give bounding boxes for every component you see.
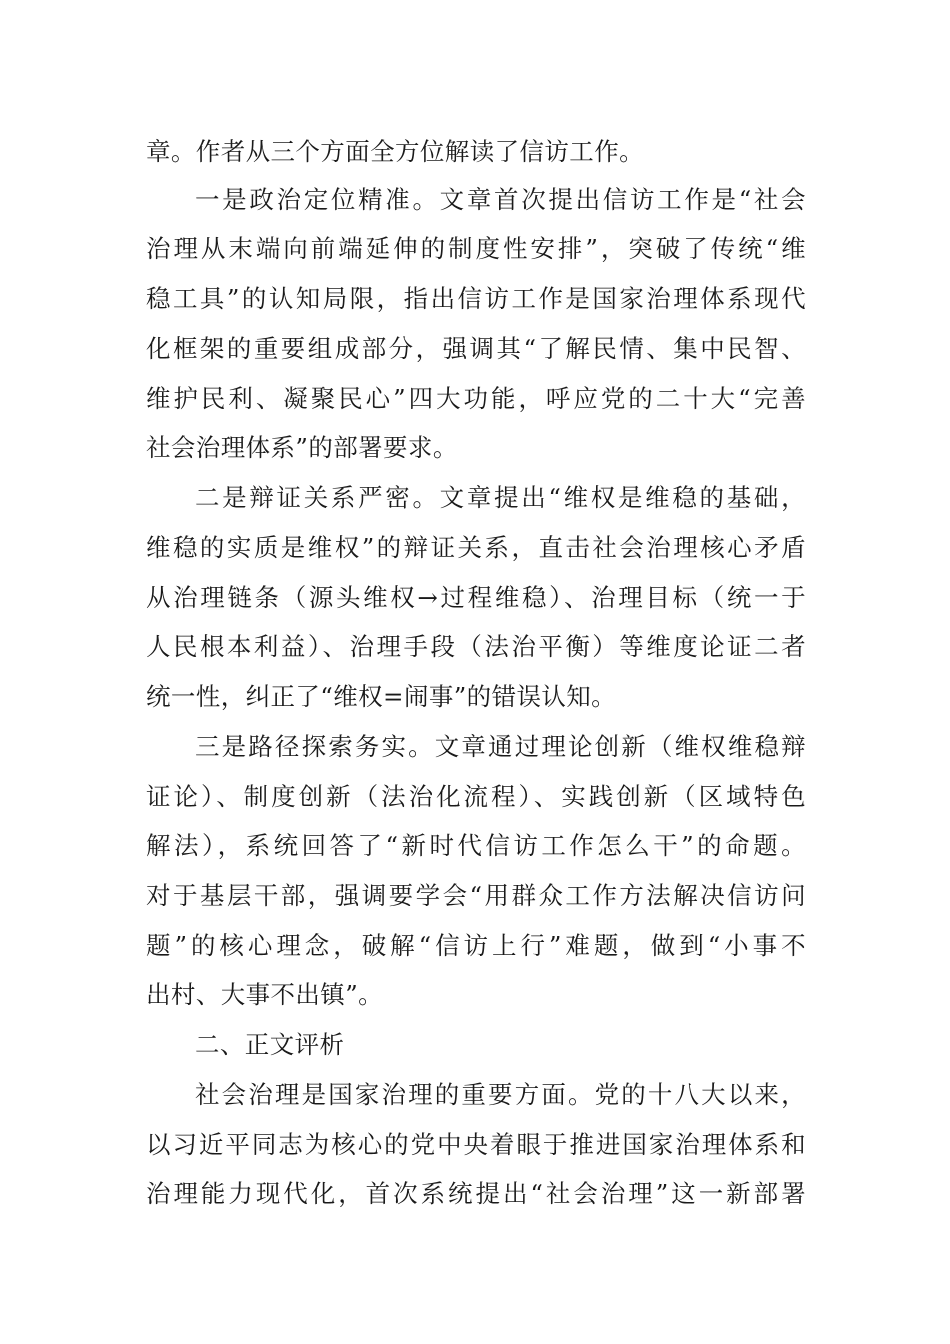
body-text-line: 出村、大事不出镇”。 — [146, 980, 384, 1009]
section-heading: 二、正文评析 — [195, 1030, 345, 1059]
body-text-line: 章。作者从三个方面全方位解读了信访工作。 — [146, 137, 644, 166]
body-text-line: 维护民利、凝聚民心”四大功能，呼应党的二十大“完善 — [146, 384, 806, 413]
body-text-line: 对于基层干部，强调要学会“用群众工作方法解决信访问 — [146, 881, 806, 910]
paragraph-first-line: 社会治理是国家治理的重要方面。党的十八大以来， — [195, 1080, 806, 1109]
body-text-line: 治理从末端向前端延伸的制度性安排”，突破了传统“维 — [146, 234, 806, 263]
body-text-line: 以习近平同志为核心的党中央着眼于推进国家治理体系和 — [146, 1130, 806, 1159]
body-text-line: 维稳的实质是维权”的辩证关系，直击社会治理核心矛盾 — [146, 533, 806, 562]
body-text-line: 化框架的重要组成部分，强调其“了解民情、集中民智、 — [146, 334, 806, 363]
paragraph-first-line: 三是路径探索务实。文章通过理论创新（维权维稳辩 — [195, 732, 806, 761]
body-text-line: 从治理链条（源头维权→过程维稳）、治理目标（统一于 — [146, 583, 806, 612]
body-text-line: 人民根本利益）、治理手段（法治平衡）等维度论证二者 — [146, 632, 806, 661]
body-text-line: 稳工具”的认知局限，指出信访工作是国家治理体系现代 — [146, 284, 806, 313]
paragraph-first-line: 二是辩证关系严密。文章提出“维权是维稳的基础， — [195, 483, 806, 512]
body-text-line: 题”的核心理念，破解“信访上行”难题，做到“小事不 — [146, 931, 806, 960]
body-text-line: 统一性，纠正了“维权=闹事”的错误认知。 — [146, 682, 617, 711]
body-text-line: 解法），系统回答了“新时代信访工作怎么干”的命题。 — [146, 831, 806, 860]
body-text-line: 社会治理体系”的部署要求。 — [146, 433, 458, 462]
paragraph-first-line: 一是政治定位精准。文章首次提出信访工作是“社会 — [195, 185, 806, 214]
body-text-line: 治理能力现代化，首次系统提出“社会治理”这一新部署 — [146, 1179, 806, 1208]
body-text-line: 证论）、制度创新（法治化流程）、实践创新（区域特色 — [146, 782, 806, 811]
